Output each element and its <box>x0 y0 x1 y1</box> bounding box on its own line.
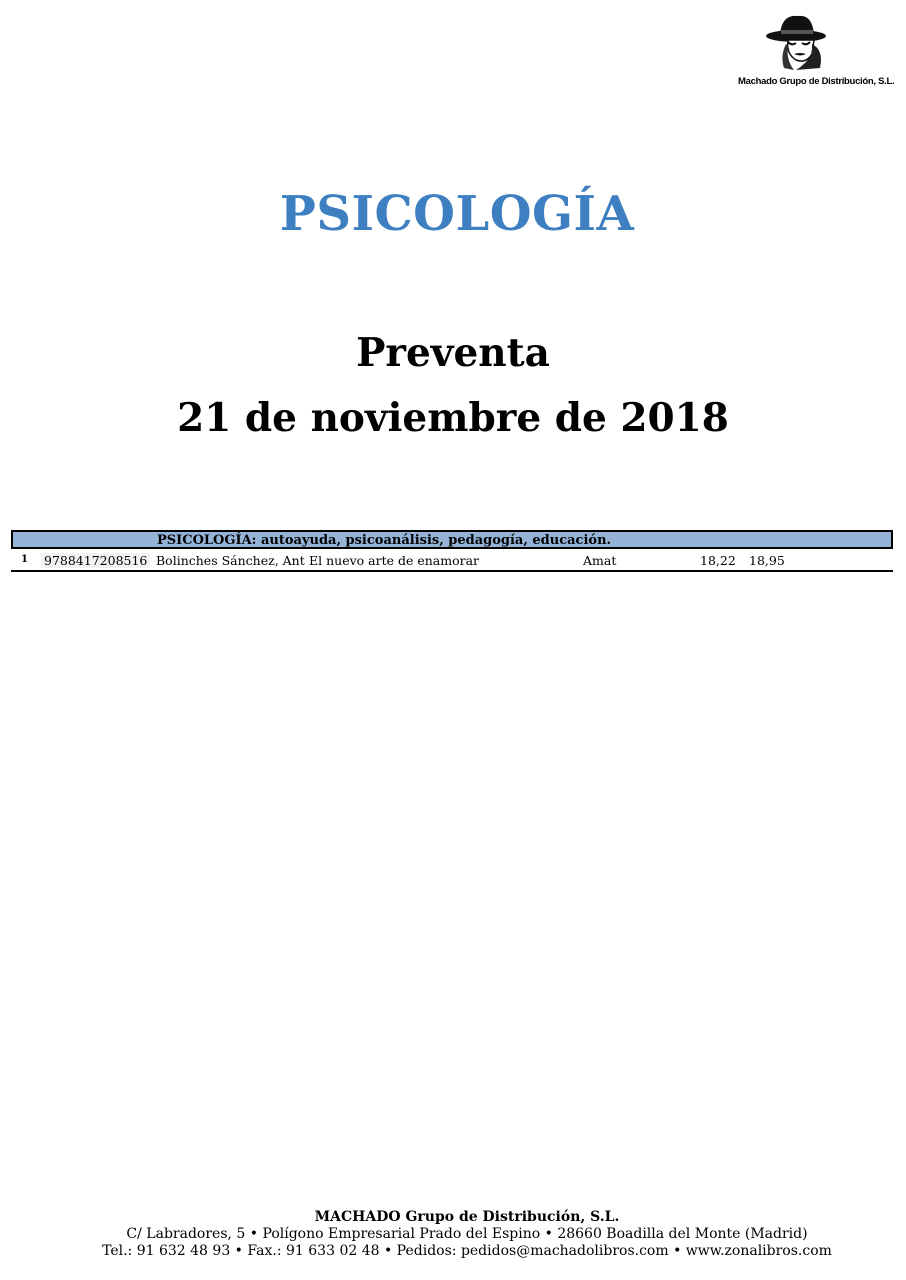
subtitle-preventa: Preventa <box>356 330 550 376</box>
logo-caption: Machado Grupo de Distribución, S.L. <box>738 76 895 87</box>
publisher-cell: Amat <box>583 553 617 568</box>
book-title-cell: El nuevo arte de enamorar <box>309 553 480 568</box>
page-footer <box>0 1209 906 1260</box>
company-logo <box>738 10 895 94</box>
footer-contact: Tel.: 91 632 48 93 • Fax.: 91 633 02 48 • Pedidos: pedidos@machadolibros.com • www.zonalibros.com <box>102 1243 832 1259</box>
subtitle-date: 21 de noviembre de 2018 <box>177 395 729 441</box>
book-list-table <box>11 530 893 572</box>
price-without-tax-cell: 18,22 <box>700 553 736 568</box>
price-with-tax-cell: 18,95 <box>749 553 785 568</box>
author-cell: Bolinches Sánchez, Ant <box>156 553 305 568</box>
table-row <box>11 549 893 572</box>
row-number: 1 <box>21 554 28 565</box>
category-label: PSICOLOGÍA: autoayuda, psicoanálisis, pedagogía, educación. <box>157 533 612 548</box>
isbn-cell: 9788417208516 <box>41 553 150 568</box>
page-title: PSICOLOGÍA <box>279 186 635 242</box>
category-header-row <box>11 530 893 549</box>
footer-address: C/ Labradores, 5 • Polígono Empresarial Prado del Espino • 28660 Boadilla del Monte (Madrid) <box>126 1226 808 1242</box>
footer-company: MACHADO Grupo de Distribución, S.L. <box>314 1209 620 1225</box>
man-with-hat-logo-icon <box>766 10 856 72</box>
